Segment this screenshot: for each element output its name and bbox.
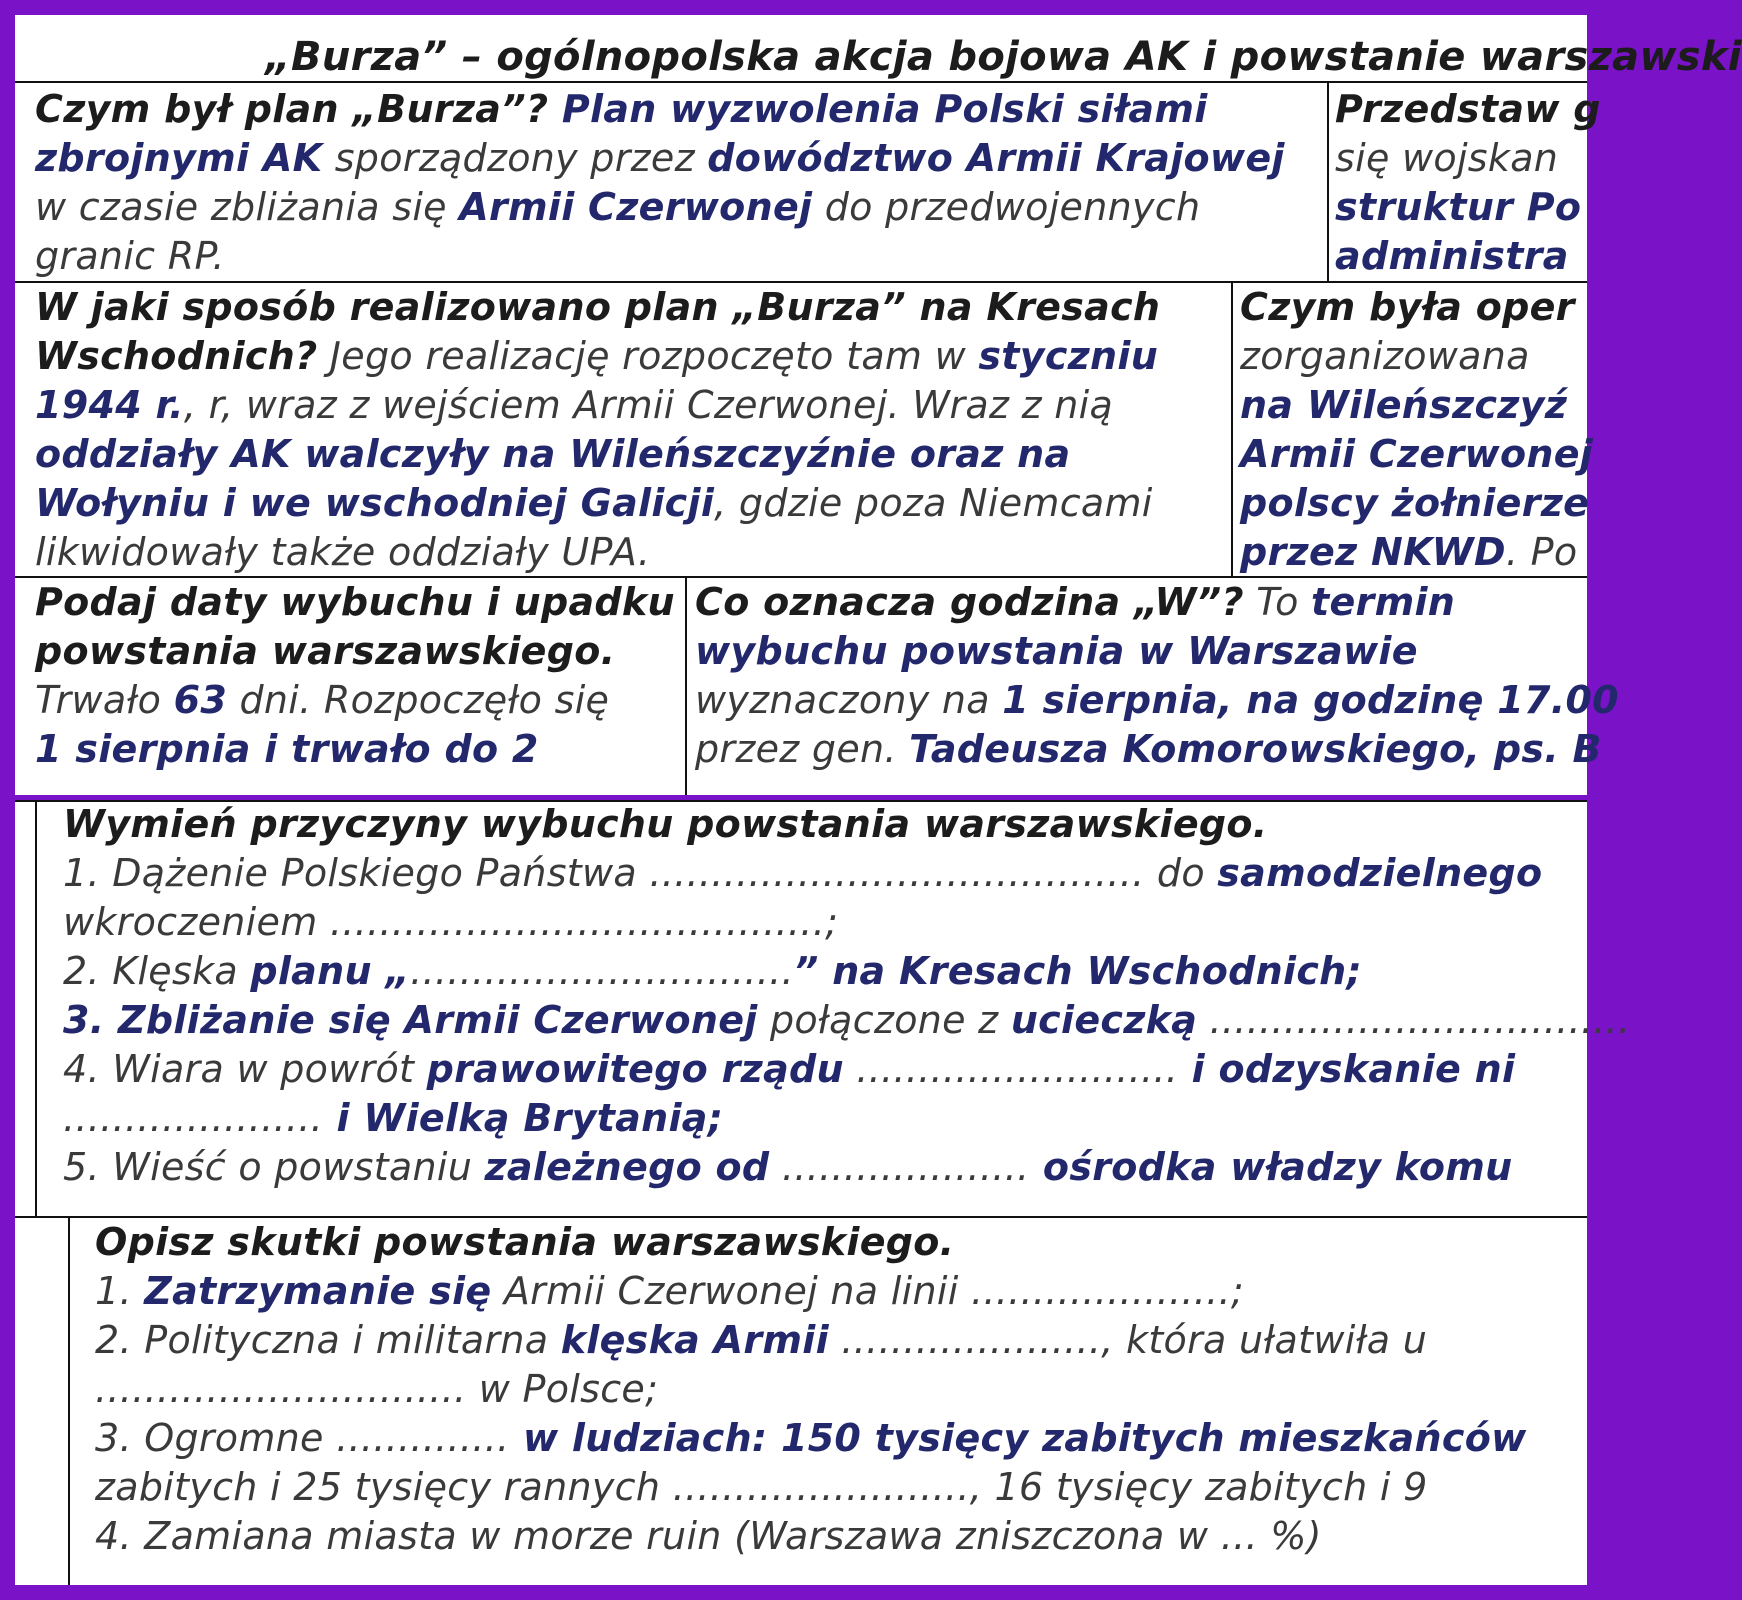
list-item: 4. Zamiana miasta w morze ruin (Warszawa zniszczona w ... %) bbox=[95, 1514, 1322, 1558]
skutki-section bbox=[95, 1218, 1587, 1561]
blank-field: ........................................; bbox=[329, 900, 839, 944]
blank-field: .................... bbox=[769, 1145, 1030, 1189]
question-text: Czym była oper bbox=[1240, 285, 1575, 329]
blank-field: ........................................ bbox=[649, 851, 1145, 895]
operacja-cell bbox=[1240, 283, 1594, 577]
blank-field: .......................... bbox=[843, 1047, 1179, 1091]
answer-text: wyznaczony na bbox=[695, 678, 1003, 722]
blank-field: .............................. bbox=[95, 1367, 467, 1411]
question-text: Podaj daty wybuchu i upadku bbox=[35, 580, 675, 624]
answer-text: polscy żołnierze bbox=[1240, 481, 1590, 525]
list-item: 1. Zatrzymanie się Armii Czerwonej na linii .....................; bbox=[95, 1269, 1245, 1313]
answer-text: Armii Czerwonej bbox=[459, 185, 813, 229]
answer-text: zorganizowana bbox=[1240, 334, 1530, 378]
list-item: 2. Polityczna i militarna klęska Armii ....................., która ułatwiła u bbox=[95, 1318, 1428, 1362]
list-item: 5. Wieść o powstaniu zależnego od .................... ośrodka władzy komu bbox=[63, 1145, 1513, 1189]
list-item: 1. Dążenie Polskiego Państwa ........................................ do samodzielnego bbox=[63, 851, 1543, 895]
predstaw-cell bbox=[1335, 85, 1601, 281]
answer-text: styczniu bbox=[978, 334, 1159, 378]
question-text: powstania warszawskiego. bbox=[35, 629, 616, 673]
answer-text: Tadeusza Komorowskiego, ps. B bbox=[909, 727, 1602, 771]
answer-text: . Po bbox=[1505, 530, 1578, 574]
blank-field: ........................ bbox=[672, 1465, 970, 1509]
answer-text: granic RP. bbox=[35, 234, 225, 278]
answer-text: Wołyniu i we wschodniej Galicji bbox=[35, 481, 715, 525]
divider-line bbox=[15, 81, 1587, 83]
divider-line bbox=[1327, 81, 1329, 281]
answer-text: 63 bbox=[173, 678, 228, 722]
question-text: Wschodnich? bbox=[35, 334, 318, 378]
answer-text: przez gen. bbox=[695, 727, 910, 771]
list-item: ..................... i Wielką Brytanią; bbox=[63, 1096, 724, 1140]
answer-text: likwidowały także oddziały UPA. bbox=[35, 530, 651, 574]
answer-text: struktur Po bbox=[1335, 185, 1582, 229]
answer-text: To bbox=[1243, 580, 1311, 624]
divider-line bbox=[35, 800, 37, 1218]
answer-text: Armii Czerwonej bbox=[1240, 432, 1594, 476]
list-item: 4. Wiara w powrót prawowitego rządu .......................... i odzyskanie ni bbox=[63, 1047, 1516, 1091]
blank-field: .............. bbox=[336, 1416, 510, 1460]
question-text: Czym był plan „Burza”? bbox=[35, 87, 549, 131]
answer-text: 1 sierpnia i trwało do 2 bbox=[35, 727, 539, 771]
answer-text: administra bbox=[1335, 234, 1569, 278]
list-item: wkroczeniem ........................................; bbox=[63, 900, 839, 944]
answer-text: przez NKWD bbox=[1240, 530, 1506, 574]
list-item: .............................. w Polsce; bbox=[95, 1367, 659, 1411]
divider-line bbox=[685, 576, 687, 795]
blank-field: ..................... bbox=[63, 1096, 323, 1140]
answer-text: , r, wraz z wejściem Armii Czerwonej. Wraz z nią bbox=[183, 383, 1114, 427]
godzina-cell bbox=[695, 578, 1619, 774]
divider-line bbox=[68, 1216, 70, 1585]
answer-text: dni. Rozpoczęło się bbox=[227, 678, 610, 722]
list-item: zabitych i 25 tysięcy rannych ........................, 16 tysięcy zabitych i 9 bbox=[95, 1465, 1428, 1509]
blank-field: ............................... bbox=[410, 949, 794, 993]
daty-cell bbox=[35, 578, 680, 774]
worksheet-title: „Burza” – ogólnopolska akcja bojowa AK i powstanie warszawski bbox=[265, 34, 1742, 80]
question-text: W jaki sposób realizowano plan „Burza” na Kresach bbox=[35, 285, 1161, 329]
answer-text: się wojskan bbox=[1335, 136, 1559, 180]
list-item: 3. Zbliżanie się Armii Czerwonej połączone z ucieczką .................................. bbox=[63, 998, 1631, 1042]
question-text: Przedstaw g bbox=[1335, 87, 1601, 131]
answer-text: wybuchu powstania w Warszawie bbox=[695, 629, 1418, 673]
worksheet-top-card bbox=[15, 15, 1742, 795]
kresy-cell bbox=[35, 283, 1225, 577]
answer-text: Plan wyzwolenia Polski siłami bbox=[548, 87, 1208, 131]
answer-text: oddziały AK walczyły na Wileńszczyźnie oraz na bbox=[35, 432, 1071, 476]
answer-text: 1944 r. bbox=[35, 383, 184, 427]
answer-text: na Wileńszczyź bbox=[1240, 383, 1568, 427]
blank-field: .....................; bbox=[970, 1269, 1245, 1313]
blank-field: .................................. bbox=[1197, 998, 1631, 1042]
section-heading: Wymień przyczyny wybuchu powstania warszawskiego. bbox=[63, 802, 1268, 846]
list-item: 3. Ogromne .............. w ludziach: 150 tysięcy zabitych mieszkańców bbox=[95, 1416, 1527, 1460]
przyczyny-section bbox=[63, 800, 1631, 1192]
burza-plan-cell bbox=[35, 85, 1320, 281]
answer-text: Trwało bbox=[35, 678, 174, 722]
answer-text: sporządzony przez bbox=[322, 136, 708, 180]
blank-field: ..................... bbox=[828, 1318, 1102, 1362]
divider-line bbox=[1231, 281, 1233, 576]
answer-text: Jego realizację rozpoczęto tam w bbox=[317, 334, 979, 378]
answer-text: , gdzie poza Niemcami bbox=[714, 481, 1153, 525]
answer-text: do przedwojennych bbox=[812, 185, 1201, 229]
section-heading: Opisz skutki powstania warszawskiego. bbox=[95, 1220, 955, 1264]
question-text: Co oznacza godzina „W”? bbox=[695, 580, 1244, 624]
answer-text: w czasie zbliżania się bbox=[35, 185, 460, 229]
list-item: 2. Klęska planu „...............................” na Kresach Wschodnich; bbox=[63, 949, 1363, 993]
answer-text: dowództwo Armii Krajowej bbox=[707, 136, 1285, 180]
answer-text: 1 sierpnia, na godzinę 17.00 bbox=[1002, 678, 1619, 722]
answer-text: zbrojnymi AK bbox=[35, 136, 323, 180]
worksheet-bottom-card bbox=[15, 800, 1631, 1585]
answer-text: termin bbox=[1311, 580, 1456, 624]
